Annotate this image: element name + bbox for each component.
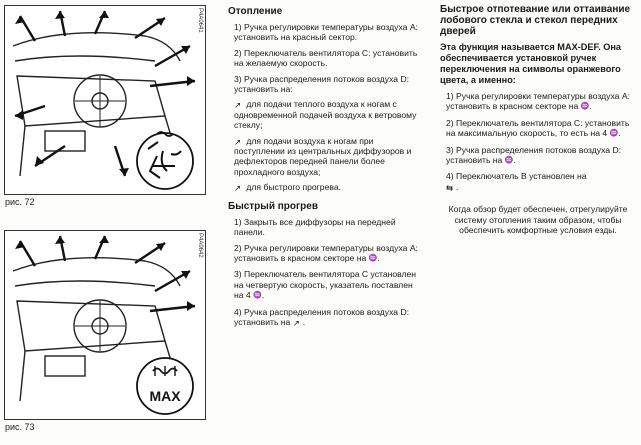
airflow-icon: ↗ <box>234 183 242 194</box>
quick-step-1: 1) Закрыть все диффузоры на передней панели. <box>234 216 396 238</box>
dashboard-illustration <box>5 6 205 194</box>
max-label: MAX <box>149 388 181 404</box>
quick-step-2: 2) Ручка регулировки температуры воздуха A: установить в красном секторе на ♒. <box>234 242 418 263</box>
text-column-1 <box>228 6 420 332</box>
max-defrost-icon: ♒ <box>504 157 514 165</box>
defrost-icon: ♒ <box>368 254 378 262</box>
fan-icon: ♒ <box>253 292 262 300</box>
figure-73 <box>4 230 206 420</box>
section-title-heating: Отопление <box>228 6 283 17</box>
defrost-step-4: 4) Переключатель B установлен на ⇆ . <box>446 171 587 193</box>
figure-code: P4A0641 <box>197 8 203 33</box>
figure-code: P4A0642 <box>197 233 203 258</box>
vent-feet-badge <box>137 133 193 189</box>
recirculation-icon: ⇆ <box>446 182 454 193</box>
quick-step-3: 3) Переключатель вентилятора C установлен на четвертую скорость, указатель поставлен на 4 ♒. <box>234 269 417 301</box>
defrost-step-3: 3) Ручка распределения потоков воздуха D: установить на ♒. <box>446 144 622 166</box>
dashboard-illustration <box>5 231 205 419</box>
heating-option-3: ↗ для быстрого прогрева. <box>234 182 342 194</box>
heating-option-2: ↗ для подачи воздуха к ногам при поступлении из центральных диффузоров и дефлекторов передней панели более прохладного воздуха; <box>234 135 412 177</box>
fan-icon: ♒ <box>609 130 619 138</box>
figure-caption: рис. 72 <box>5 197 35 207</box>
section-title-defrost: Быстрое отпотевание или оттаивание лобового стекла и стекол передних дверей <box>440 4 631 37</box>
defrost-step-2: 2) Переключатель вентилятора C: установить на максимальную скорость, то есть на 4 ♒. <box>446 117 630 139</box>
defrost-intro: Эта функция называется MAX-DEF. Она обеспечивается установкой ручек переключения на символы оранжевого цвета, а именно: <box>440 42 622 85</box>
heating-step-1: 1) Ручка регулировки температуры воздуха A: установить на красный сектор. <box>234 22 418 43</box>
heating-option-1: ↗ для подачи теплого воздуха к ногам с одновременной подачей воздуха к ветровому стеклу; <box>234 99 417 131</box>
airflow-icon: ↗ <box>234 136 242 147</box>
text-column-2 <box>440 4 636 240</box>
airflow-icon: ↗ <box>292 317 300 328</box>
defrost-closing: Когда обзор будет обеспечен, отрегулируйте систему отопления таким образом, чтобы обеспечить комфортные условия езды. <box>448 204 628 236</box>
heating-step-2: 2) Переключатель вентилятора C: установить на желаемую скорость. <box>234 47 418 69</box>
airflow-icon: ↗ <box>234 100 242 111</box>
figure-caption: рис. 73 <box>5 422 35 432</box>
quick-step-4: 4) Ручка распределения потоков воздуха D: установить на ↗ . <box>234 306 410 328</box>
defrost-icon: ♒ <box>580 103 590 111</box>
defrost-step-1: 1) Ручка регулировки температуры воздуха A: установить в красном секторе на ♒. <box>446 91 630 112</box>
heating-step-3: 3) Ручка распределения потоков воздуха D: установить на: <box>234 73 410 95</box>
figure-72 <box>4 5 206 195</box>
section-title-quick: Быстрый прогрев <box>228 200 318 212</box>
